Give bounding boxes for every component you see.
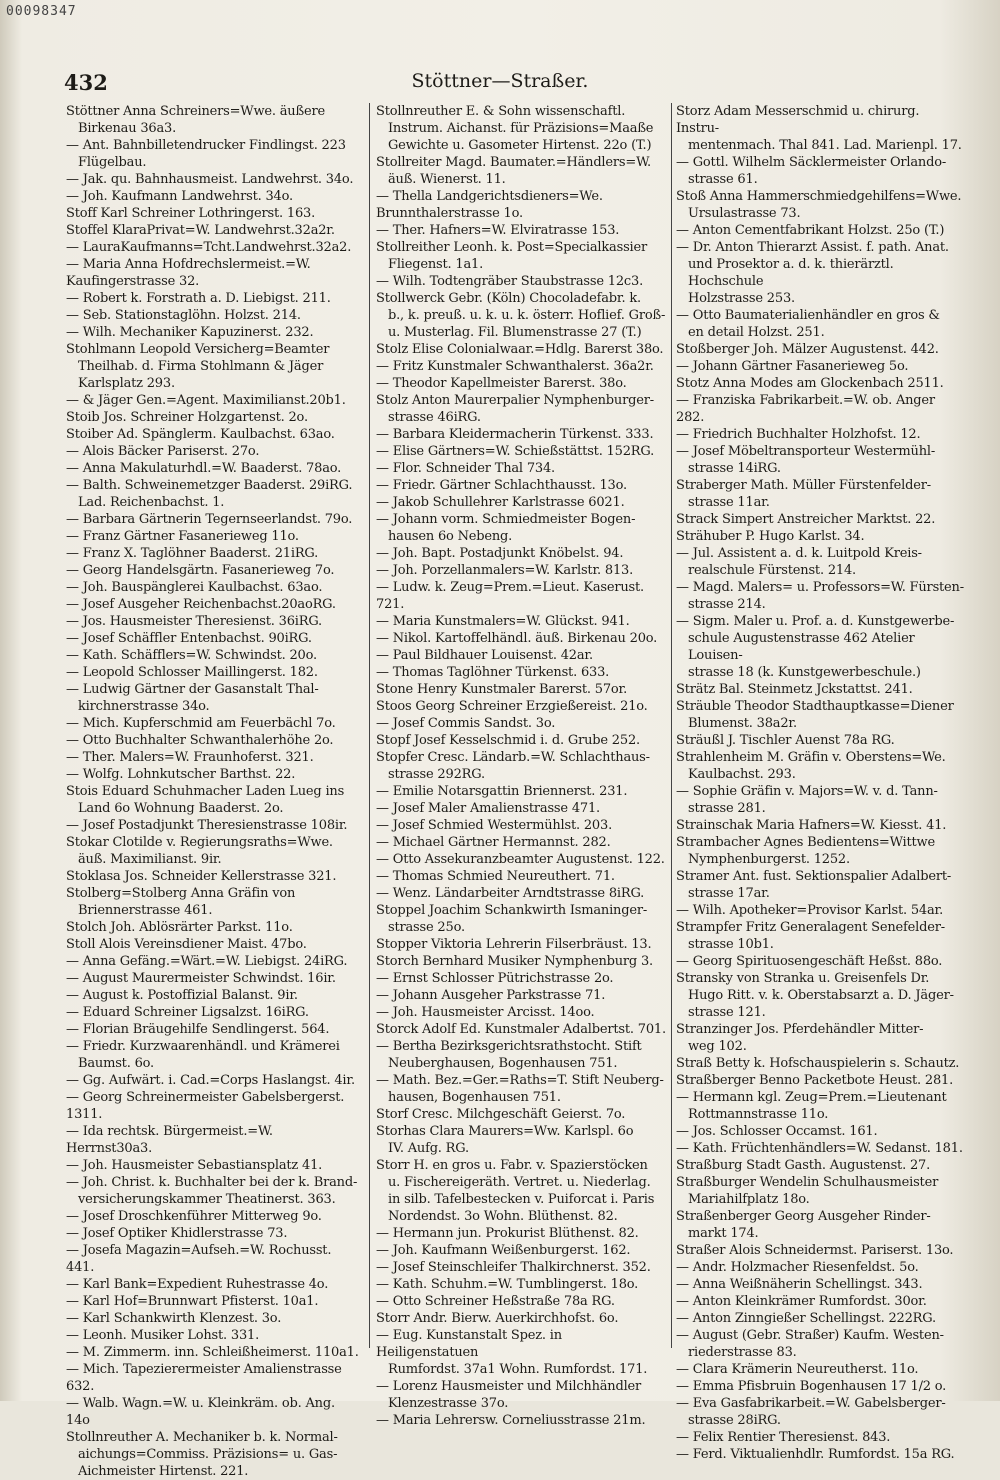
directory-entry: — Joh. Christ. k. Buchhalter bei der k. Brand- <box>66 1175 358 1190</box>
directory-entry: Storf Cresc. Milchgeschäft Geierst. 7o. <box>376 1107 626 1122</box>
directory-entry: — Ernst Schlosser Pütrichstrasse 2o. <box>376 971 614 986</box>
directory-entry: Stopper Viktoria Lehrerin Filserbräust. 13. <box>376 937 652 952</box>
entry-continuation: in silb. Tafelbestecken v. Puiforcat i. Paris <box>388 1192 655 1207</box>
directory-entry: — Jakob Schullehrer Karlstrasse 6021. <box>376 495 625 510</box>
entry-continuation: strasse 11ar. <box>688 495 770 510</box>
directory-entry: — Clara Krämerin Neureutherst. 11o. <box>676 1362 919 1377</box>
directory-entry: Stolch Joh. Ablösrärter Parkst. 11o. <box>66 920 293 935</box>
directory-entry: — Wilh. Apotheker=Provisor Karlst. 54ar. <box>676 903 944 918</box>
directory-entry: — Thomas Schmied Neureuthert. 71. <box>376 869 615 884</box>
directory-entry: — Sigm. Maler u. Prof. a. d. Kunstgewerbe- <box>676 614 955 629</box>
directory-entry: Stoiber Ad. Spänglerm. Kaulbachst. 63ao. <box>66 427 335 442</box>
archive-stamp: 00098347 <box>6 4 77 19</box>
directory-entry: — Andr. Holzmacher Riesenfeldst. 5o. <box>676 1260 919 1275</box>
directory-entry: — Josef Schäffler Entenbachst. 90iRG. <box>66 631 312 646</box>
directory-entry: — Joh. Hausmeister Arcisst. 14oo. <box>376 1005 595 1020</box>
directory-entry: — Otto Schreiner Heßstraße 78a RG. <box>376 1294 615 1309</box>
directory-entry: Stolberg=Stolberg Anna Gräfin von <box>66 886 296 901</box>
directory-entry: — Johann Gärtner Fasanerieweg 5o. <box>676 359 909 374</box>
directory-entry: — Jos. Schlosser Occamst. 161. <box>676 1124 878 1139</box>
directory-entry: — Anton Cementfabrikant Holzst. 25o (T.) <box>676 223 945 238</box>
entry-continuation: Briennerstrasse 461. <box>78 903 213 918</box>
directory-entry: Storhas Clara Maurers=Ww. Karlspl. 6o <box>376 1124 634 1139</box>
entry-continuation: riederstrasse 83. <box>688 1345 797 1360</box>
directory-entry: — Johann vorm. Schmiedmeister Bogen- <box>376 512 636 527</box>
directory-entry: — Josef Möbeltransporteur Westermühl- <box>676 444 936 459</box>
directory-entry: Straßburg Stadt Gasth. Augustenst. 27. <box>676 1158 931 1173</box>
directory-entry: — Ant. Bahnbilletendrucker Findlingst. 223 <box>66 138 346 153</box>
directory-entry: Stoßberger Joh. Mälzer Augustenst. 442. <box>676 342 939 357</box>
directory-entry: — Joh. Bauspänglerei Kaulbachst. 63ao. <box>66 580 323 595</box>
directory-entry: Stollnreuther E. & Sohn wissenschaftl. <box>376 104 626 119</box>
directory-entry: Stransky von Stranka u. Greisenfels Dr. <box>676 971 930 986</box>
directory-entry: — Jak. qu. Bahnhausmeist. Landwehrst. 34o. <box>66 172 354 187</box>
directory-entry: Stolz Elise Colonialwaar.=Hdlg. Barerst 38o. <box>376 342 664 357</box>
entry-continuation: aichungs=Commiss. Präzisions= u. Gas- <box>78 1447 338 1462</box>
entry-continuation: Land 6o Wohnung Baaderst. 2o. <box>78 801 284 816</box>
directory-entry: — Ther. Hafners=W. Elviratrasse 153. <box>376 223 620 238</box>
directory-entry: — Josef Schmied Westermühlst. 203. <box>376 818 613 833</box>
directory-entry: Straß Betty k. Hofschauspielerin s. Schautz. <box>676 1056 960 1071</box>
directory-entry: Stollnreuther A. Mechaniker b. k. Normal- <box>66 1430 338 1445</box>
directory-entry: — Georg Handelsgärtn. Fasanerieweg 7o. <box>66 563 335 578</box>
entry-continuation: Birkenau 36a3. <box>78 121 177 136</box>
entry-continuation: strasse 281. <box>688 801 766 816</box>
directory-entry: Stoffel KlaraPrivat=W. Landwehrst.32a2r. <box>66 223 335 238</box>
directory-entry: — Flor. Schneider Thal 734. <box>376 461 555 476</box>
directory-entry: — Math. Bez.=Ger.=Raths=T. Stift Neuberg- <box>376 1073 664 1088</box>
directory-entry: — Ther. Malers=W. Fraunhoferst. 321. <box>66 750 314 765</box>
directory-entry: Stoß Anna Hammerschmiedgehilfens=Wwe. <box>676 189 962 204</box>
directory-entry: — Hermann jun. Prokurist Blüthenst. 82. <box>376 1226 639 1241</box>
directory-entry: Stoll Alois Vereinsdiener Maist. 47bo. <box>66 937 307 952</box>
directory-entry: Stone Henry Kunstmaler Barerst. 57or. <box>376 682 628 697</box>
directory-entry: — Elise Gärtners=W. Schießstättst. 152RG. <box>376 444 655 459</box>
directory-entry: — August k. Postoffizial Balanst. 9ir. <box>66 988 298 1003</box>
entry-continuation: u. Musterlag. Fil. Blumenstrasse 27 (T.) <box>388 325 642 340</box>
directory-entry: — Sophie Gräfin v. Majors=W. v. d. Tann- <box>676 784 938 799</box>
directory-entry: — Lorenz Hausmeister und Milchhändler <box>376 1379 642 1394</box>
directory-entry: Storr H. en gros u. Fabr. v. Spazierstöcken <box>376 1158 648 1173</box>
entry-continuation: Gewichte u. Gasometer Hirtenst. 22o (T.) <box>388 138 652 153</box>
directory-entry: Stotz Anna Modes am Glockenbach 2511. <box>676 376 944 391</box>
directory-entry: Straßberger Benno Packetbote Heust. 281. <box>676 1073 954 1088</box>
directory-entry: — Jos. Hausmeister Theresienst. 36iRG. <box>66 614 322 629</box>
directory-entry: — Anna Weißnäherin Schellingst. 343. <box>676 1277 923 1292</box>
entry-continuation: äuß. Wienerst. 11. <box>388 172 506 187</box>
directory-entry: — Kath. Schuhm.=W. Tumblingerst. 18o. <box>376 1277 639 1292</box>
directory-entry: — Joh. Kaufmann Landwehrst. 34o. <box>66 189 293 204</box>
entry-continuation: strasse 292RG. <box>388 767 485 782</box>
entry-continuation: markt 174. <box>688 1226 759 1241</box>
running-head: Stöttner—Straßer. <box>411 70 589 92</box>
directory-entry: — Otto Assekuranzbeamter Augustenst. 122. <box>376 852 665 867</box>
directory-entry: — Hermann kgl. Zeug=Prem.=Lieutenant <box>676 1090 947 1105</box>
entry-continuation: mentenmach. Thal 841. Lad. Marienpl. 17. <box>688 138 962 153</box>
entry-continuation: äuß. Maximilianst. 9ir. <box>78 852 222 867</box>
directory-entry: — Joh. Hausmeister Sebastiansplatz 41. <box>66 1158 323 1173</box>
directory-entry: Storz Adam Messerschmid u. chirurg. Instru- <box>676 104 920 136</box>
directory-entry: — Kath. Schäfflers=W. Schwindst. 20o. <box>66 648 317 663</box>
directory-entry: Stoff Karl Schreiner Lothringerst. 163. <box>66 206 316 221</box>
entry-continuation: Nymphenburgerst. 1252. <box>688 852 850 867</box>
directory-entry: Storch Bernhard Musiker Nymphenburg 3. <box>376 954 653 969</box>
entry-continuation: Blumenst. 38a2r. <box>688 716 797 731</box>
directory-entry: Stranzinger Jos. Pferdehändler Mitter- <box>676 1022 924 1037</box>
directory-entry: — Barbara Kleidermacherin Türkenst. 333. <box>376 427 654 442</box>
directory-entry: Stoib Jos. Schreiner Holzgartenst. 2o. <box>66 410 308 425</box>
directory-entry: — Gottl. Wilhelm Säcklermeister Orlando- <box>676 155 947 170</box>
entry-continuation: Holzstrasse 253. <box>688 291 795 306</box>
entry-continuation: strasse 214. <box>688 597 766 612</box>
page-number: 432 <box>64 70 108 95</box>
directory-entry: Strätz Bal. Steinmetz Jckstattst. 241. <box>676 682 913 697</box>
directory-entry: — Josefa Magazin=Aufseh.=W. Rochusst. 441. <box>66 1243 332 1275</box>
directory-entry: — Nikol. Kartoffelhändl. äuß. Birkenau 20o. <box>376 631 658 646</box>
directory-entry: — Joh. Bapt. Postadjunkt Knöbelst. 94. <box>376 546 624 561</box>
directory-entry: — Friedrich Buchhalter Holzhofst. 12. <box>676 427 921 442</box>
directory-entry: Strack Simpert Anstreicher Marktst. 22. <box>676 512 936 527</box>
directory-entry: — Paul Bildhauer Louisenst. 42ar. <box>376 648 593 663</box>
directory-entry: — August (Gebr. Straßer) Kaufm. Westen- <box>676 1328 944 1343</box>
directory-entry: Storr Andr. Bierw. Auerkirchhofst. 6o. <box>376 1311 619 1326</box>
directory-entry: — Wolfg. Lohnkutscher Barthst. 22. <box>66 767 296 782</box>
directory-entry: — Josef Droschkenführer Mitterweg 9o. <box>66 1209 322 1224</box>
directory-entry: — Alois Bäcker Pariserst. 27o. <box>66 444 260 459</box>
entry-continuation: Flügelbau. <box>78 155 147 170</box>
directory-entry: — Johann Ausgeher Parkstrasse 71. <box>376 988 606 1003</box>
entry-continuation: strasse 25o. <box>388 920 465 935</box>
directory-entry: — & Jäger Gen.=Agent. Maximilianst.20b1. <box>66 393 346 408</box>
directory-entry: Strambacher Agnes Bedientens=Wittwe <box>676 835 935 850</box>
directory-entry: — Otto Baumaterialienhändler en gros & <box>676 308 940 323</box>
directory-entry: Stollreiter Magd. Baumater.=Händlers=W. <box>376 155 651 170</box>
entry-continuation: strasse 61. <box>688 172 758 187</box>
directory-entry: — Josef Optiker Khidlerstrasse 73. <box>66 1226 288 1241</box>
directory-entry: — Karl Hof=Brunnwart Pfisterst. 10a1. <box>66 1294 319 1309</box>
directory-entry: — Michael Gärtner Hermannst. 282. <box>376 835 611 850</box>
directory-entry: Stois Eduard Schuhmacher Laden Lueg ins <box>66 784 345 799</box>
directory-entry: — Leopold Schlosser Maillingerst. 182. <box>66 665 318 680</box>
directory-entry: — Seb. Stationstaglöhn. Holzst. 214. <box>66 308 301 323</box>
entry-continuation: versicherungskammer Theatinerst. 363. <box>78 1192 336 1207</box>
directory-entry: — Josef Maler Amalienstrasse 471. <box>376 801 600 816</box>
directory-entry: Stokar Clotilde v. Regierungsraths=Wwe. <box>66 835 333 850</box>
directory-entry: Storck Adolf Ed. Kunstmaler Adalbertst. 701. <box>376 1022 666 1037</box>
entry-continuation: Mariahilfplatz 18o. <box>688 1192 810 1207</box>
directory-entry: — Magd. Malers= u. Professors=W. Fürsten- <box>676 580 964 595</box>
directory-entry: — Eug. Kunstanstalt Spez. in Heiligenstatuen <box>376 1328 562 1360</box>
entry-continuation: Rottmannstrasse 11o. <box>688 1107 829 1122</box>
directory-entry: — Wilh. Todtengräber Staubstrasse 12c3. <box>376 274 643 289</box>
entry-continuation: en detail Holzst. 251. <box>688 325 825 340</box>
directory-entry: — Karl Bank=Expedient Ruhestrasse 4o. <box>66 1277 329 1292</box>
directory-entry: Stohlmann Leopold Versicherg=Beamter <box>66 342 330 357</box>
directory-entry: — Maria Anna Hofdrechslermeist.=W. Kaufingerstrasse 32. <box>66 257 311 289</box>
directory-entry: — Ludwig Gärtner der Gasanstalt Thal- <box>66 682 319 697</box>
entry-continuation: Lad. Reichenbachst. 1. <box>78 495 225 510</box>
directory-entry: — M. Zimmerm. inn. Schleißheimerst. 110a1. <box>66 1345 359 1360</box>
directory-entry: — Franz X. Taglöhner Baaderst. 21iRG. <box>66 546 319 561</box>
directory-entry: Straberger Math. Müller Fürstenfelder- <box>676 478 931 493</box>
directory-entry: — Anna Gefäng.=Wärt.=W. Liebigst. 24iRG. <box>66 954 348 969</box>
directory-entry: — Georg Spirituosengeschäft Heßst. 88o. <box>676 954 943 969</box>
entry-continuation: strasse 10b1. <box>688 937 774 952</box>
directory-entry: — Georg Schreinermeister Gabelsbergerst. 1311. <box>66 1090 345 1122</box>
directory-entry: — Jul. Assistent a. d. k. Luitpold Kreis- <box>676 546 922 561</box>
directory-entry: Stollwerck Gebr. (Köln) Chocoladefabr. k. <box>376 291 641 306</box>
directory-entry: — Theodor Kapellmeister Barerst. 38o. <box>376 376 627 391</box>
column-middle <box>376 103 668 1428</box>
directory-entry: — Bertha Bezirksgerichtsrathstocht. Stift <box>376 1039 642 1054</box>
entry-continuation: und Prosektor a. d. k. thierärztl. Hochschule <box>688 257 894 289</box>
entry-continuation: realschule Fürstenst. 214. <box>688 563 856 578</box>
entry-continuation: Kaulbachst. 293. <box>688 767 796 782</box>
entry-continuation: Klenzestrasse 37o. <box>388 1396 509 1411</box>
directory-entry: — Thella Landgerichtsdieners=We. Brunnthalerstrasse 1o. <box>376 189 603 221</box>
entry-continuation: strasse 121. <box>688 1005 766 1020</box>
directory-entry: — Robert k. Forstrath a. D. Liebigst. 211. <box>66 291 331 306</box>
entry-continuation: Aichmeister Hirtenst. 221. <box>78 1464 249 1479</box>
directory-entry: — Joh. Porzellanmalers=W. Karlstr. 813. <box>376 563 634 578</box>
entry-continuation: schule Augustenstrasse 462 Atelier Louisen- <box>688 631 915 663</box>
entry-continuation: strasse 46iRG. <box>388 410 481 425</box>
directory-entry: — Otto Buchhalter Schwanthalerhöhe 2o. <box>66 733 334 748</box>
directory-entry: — Ferd. Viktualienhdlr. Rumfordst. 15a RG. <box>676 1447 955 1462</box>
directory-entry: — Leonh. Musiker Lohst. 331. <box>66 1328 260 1343</box>
directory-entry: — Mich. Kupferschmid am Feuerbächl 7o. <box>66 716 336 731</box>
directory-entry: — Karl Schankwirth Klenzest. 3o. <box>66 1311 282 1326</box>
entry-continuation: strasse 14iRG. <box>688 461 781 476</box>
entry-continuation: Baumst. 6o. <box>78 1056 154 1071</box>
directory-entry: — Felix Rentier Theresienst. 843. <box>676 1430 891 1445</box>
directory-entry: Stopfer Cresc. Ländarb.=W. Schlachthaus- <box>376 750 650 765</box>
directory-entry: Stramer Ant. fust. Sektionspalier Adalbert- <box>676 869 952 884</box>
directory-entry: — Balth. Schweinemetzger Baaderst. 29iRG. <box>66 478 353 493</box>
directory-entry: — Anton Zinngießer Schellingst. 222RG. <box>676 1311 936 1326</box>
column-right <box>676 103 966 1462</box>
directory-entry: Stoklasa Jos. Schneider Kellerstrasse 321. <box>66 869 337 884</box>
directory-entry: — Josef Ausgeher Reichenbachst.20aoRG. <box>66 597 336 612</box>
directory-entry: — Emilie Notarsgattin Briennerst. 231. <box>376 784 628 799</box>
directory-entry: — Friedr. Kurzwaarenhändl. und Krämerei <box>66 1039 340 1054</box>
entry-continuation: strasse 17ar. <box>688 886 770 901</box>
entry-continuation: IV. Aufg. RG. <box>388 1141 469 1156</box>
entry-continuation: hausen 6o Nebeng. <box>388 529 513 544</box>
directory-entry: — Franz Gärtner Fasanerieweg 11o. <box>66 529 299 544</box>
directory-entry: — August Maurermeister Schwindst. 16ir. <box>66 971 336 986</box>
entry-continuation: weg 102. <box>688 1039 747 1054</box>
entry-continuation: strasse 28iRG. <box>688 1413 781 1428</box>
directory-entry: — Wilh. Mechaniker Kapuzinerst. 232. <box>66 325 314 340</box>
column-left <box>66 103 362 1479</box>
page-header <box>0 66 1000 96</box>
entry-continuation: Fliegenst. 1a1. <box>388 257 484 272</box>
entry-continuation: kirchnerstrasse 34o. <box>78 699 210 714</box>
column-divider <box>671 103 672 1348</box>
directory-entry: Stopf Josef Kesselschmid i. d. Grube 252. <box>376 733 640 748</box>
directory-entry: — Eduard Schreiner Ligsalzst. 16iRG. <box>66 1005 309 1020</box>
directory-entry: Stoos Georg Schreiner Erzgießereist. 21o. <box>376 699 648 714</box>
directory-entry: — Thomas Taglöhner Türkenst. 633. <box>376 665 610 680</box>
entry-continuation: Theilhab. d. Firma Stohlmann & Jäger <box>78 359 324 374</box>
directory-entry: Straßburger Wendelin Schulhausmeister <box>676 1175 939 1190</box>
directory-entry: — Maria Lehrersw. Corneliusstrasse 21m. <box>376 1413 646 1428</box>
directory-entry: Strainschak Maria Hafners=W. Kiesst. 41. <box>676 818 947 833</box>
entry-continuation: strasse 18 (k. Kunstgewerbeschule.) <box>688 665 921 680</box>
entry-continuation: Nordendst. 3o Wohn. Blüthenst. 82. <box>388 1209 618 1224</box>
directory-entry: Straßer Alois Schneidermst. Pariserst. 13o. <box>676 1243 954 1258</box>
directory-entry: Stollreither Leonh. k. Post=Specialkassier <box>376 240 648 255</box>
directory-entry: — Fritz Kunstmaler Schwanthalerst. 36a2r. <box>376 359 654 374</box>
directory-entry: — Gg. Aufwärt. i. Cad.=Corps Haslangst. 4ir. <box>66 1073 355 1088</box>
directory-entry: — Eva Gasfabrikarbeit.=W. Gabelsberger- <box>676 1396 946 1411</box>
directory-entry: Strampfer Fritz Generalagent Senefelder- <box>676 920 945 935</box>
directory-entry: — Anton Kleinkrämer Rumfordst. 30or. <box>676 1294 927 1309</box>
directory-entry: Strahlenheim M. Gräfin v. Oberstens=We. <box>676 750 946 765</box>
directory-entry: — Anna Makulaturhdl.=W. Baaderst. 78ao. <box>66 461 342 476</box>
entry-continuation: Karlsplatz 293. <box>78 376 175 391</box>
directory-entry: Stoppel Joachim Schankwirth Ismaninger- <box>376 903 648 918</box>
directory-entry: — Barbara Gärtnerin Tegernseerlandst. 79o. <box>66 512 353 527</box>
directory-entry: — Florian Bräugehilfe Sendlingerst. 564. <box>66 1022 330 1037</box>
entry-continuation: hausen, Bogenhausen 751. <box>388 1090 561 1105</box>
directory-entry: Stöttner Anna Schreiners=Wwe. äußere <box>66 104 325 119</box>
directory-entry: — Josef Postadjunkt Theresienstrasse 108ir. <box>66 818 348 833</box>
directory-entry: — Ludw. k. Zeug=Prem.=Lieut. Kaserust. 721. <box>376 580 644 612</box>
entry-continuation: Instrum. Aichanst. für Präzisions=Maaße <box>388 121 654 136</box>
directory-entry: — Friedr. Gärtner Schlachthausst. 13o. <box>376 478 627 493</box>
column-divider <box>369 103 370 1348</box>
directory-entry: Strähuber P. Hugo Karlst. 34. <box>676 529 865 544</box>
directory-entry: Sträuble Theodor Stadthauptkasse=Diener <box>676 699 954 714</box>
directory-entry: — Joh. Kaufmann Weißenburgerst. 162. <box>376 1243 631 1258</box>
directory-entry: — Maria Kunstmalers=W. Glückst. 941. <box>376 614 630 629</box>
entry-continuation: Neuberghausen, Bogenhausen 751. <box>388 1056 618 1071</box>
directory-entry: Straßenberger Georg Ausgeher Rinder- <box>676 1209 931 1224</box>
directory-entry: — Ida rechtsk. Bürgermeist.=W. Herrnst30a3. <box>66 1124 273 1156</box>
directory-entry: — Wenz. Ländarbeiter Arndtstrasse 8iRG. <box>376 886 645 901</box>
directory-entry: — Kath. Früchtenhändlers=W. Sedanst. 181. <box>676 1141 963 1156</box>
directory-entry: — Dr. Anton Thierarzt Assist. f. path. Anat. <box>676 240 949 255</box>
entry-continuation: Rumfordst. 37a1 Wohn. Rumfordst. 171. <box>388 1362 648 1377</box>
directory-entry: — Josef Commis Sandst. 3o. <box>376 716 556 731</box>
directory-entry: Stolz Anton Maurerpalier Nymphenburger- <box>376 393 654 408</box>
directory-entry: — Walb. Wagn.=W. u. Kleinkräm. ob. Ang. 14o <box>66 1396 335 1428</box>
entry-continuation: u. Fischereigeräth. Vertret. u. Niederlag. <box>388 1175 651 1190</box>
directory-entry: Sträußl J. Tischler Auenst 78a RG. <box>676 733 895 748</box>
directory-entry: — Mich. Tapezierermeister Amalienstrasse 632. <box>66 1362 342 1394</box>
directory-entry: — Franziska Fabrikarbeit.=W. ob. Anger 282. <box>676 393 935 425</box>
entry-continuation: b., k. preuß. u. k. u. k. österr. Hoflief. Groß- <box>388 308 666 323</box>
directory-entry: — Emma Pfisbruin Bogenhausen 17 1/2 o. <box>676 1379 947 1394</box>
entry-continuation: Ursulastrasse 73. <box>688 206 801 221</box>
directory-entry: — Josef Steinschleifer Thalkirchnerst. 352. <box>376 1260 651 1275</box>
directory-entry: — LauraKaufmanns=Tcht.Landwehrst.32a2. <box>66 240 352 255</box>
entry-continuation: Hugo Ritt. v. k. Oberstabsarzt a. D. Jäger- <box>688 988 954 1003</box>
